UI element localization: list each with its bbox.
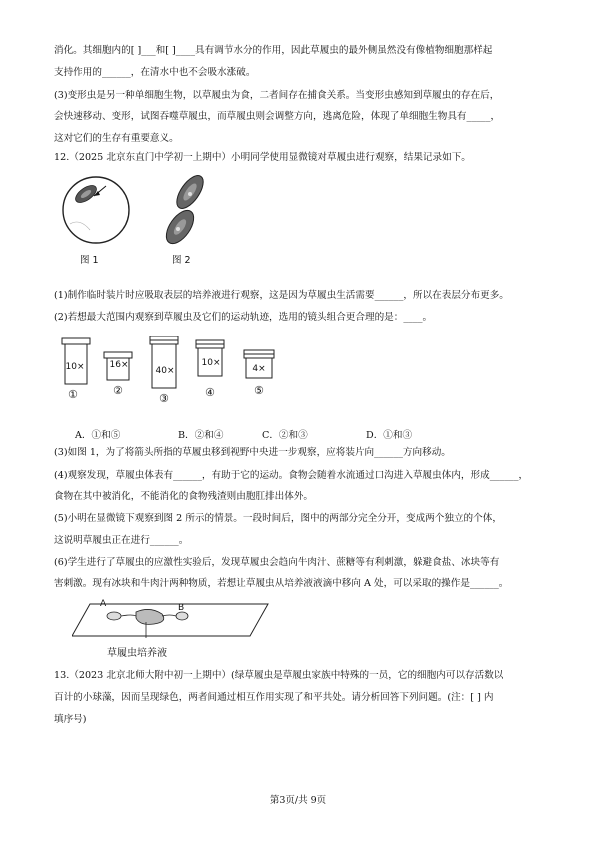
lens-4-label: 10× xyxy=(201,358,221,368)
slide-label-b: B xyxy=(178,603,185,613)
question-12-part-3: (3)如图 1，为了将箭头所指的草履虫移到视野中央进一步观察，应将装片向______方向移动。 xyxy=(54,447,451,458)
question-13-line-3: 填序号) xyxy=(54,714,87,725)
slide-label-a: A xyxy=(100,599,107,609)
lens-2-label: 16× xyxy=(109,360,129,370)
lens-3-label: 40× xyxy=(155,366,175,376)
question-12-part-6-line-1: (6)学生进行了草履虫的应激性实验后，发现草履虫会趋向牛肉汁、蔗糖等有利刺激，躲避食盐、冰块等有 xyxy=(54,557,500,568)
lens-5-label: 4× xyxy=(252,364,266,374)
question-13-line-2: 百计的小球藻，因而呈现绿色，两者间通过相互作用实现了和平共处。请分析回答下列问题。(注：[ ] 内 xyxy=(54,692,494,703)
lens-4-number: ④ xyxy=(205,386,215,399)
option-d[interactable]: D．①和③ xyxy=(366,430,413,441)
page-footer: 第3页/共 9页 xyxy=(269,795,327,806)
figure-2-dividing-paramecium xyxy=(160,172,210,252)
figure-1-field-of-view xyxy=(60,172,132,248)
lens-1-shape xyxy=(62,338,90,384)
text-line: 消化。其细胞内的[ ]___和[ ]____具有调节水分的作用，因此草履虫的最外侧虽然没有像植物细胞那样起 xyxy=(54,45,493,56)
question-12-part-6-line-2: 害刺激。现有冰块和牛肉汁两种物质，若想让草履虫从培养液液滴中移向 A 处，可以采取的操作是______。 xyxy=(54,578,509,589)
question-12-part-5-line-2: 这说明草履虫正在进行______。 xyxy=(54,535,189,546)
text-line: 会快速移动、变形，试图吞噬草履虫，而草履虫则会调整方向，逃离危险，体现了单细胞生物具有_____， xyxy=(54,111,501,122)
lens-2-number: ② xyxy=(113,384,123,397)
option-c[interactable]: C．②和③ xyxy=(262,430,308,441)
figure-1-caption: 图 1 xyxy=(80,255,99,266)
question-12-heading: 12.（2025 北京东直门中学初一上期中）小明同学使用显微镜对草履虫进行观察，结果记录如下。 xyxy=(54,152,471,163)
figure-2-caption: 图 2 xyxy=(172,255,191,266)
question-12-part-4-line-1: (4)观察发现，草履虫体表有______，有助于它的运动。食物会随着水流通过口沟进入草履虫体内，形成______， xyxy=(54,470,529,481)
text-line: 支持作用的______，在清水中也不会吸水涨破。 xyxy=(54,67,256,78)
question-12-part-4-line-2: 食物在其中被消化，不能消化的食物残渣则由胞肛排出体外。 xyxy=(54,491,314,502)
lens-1-label: 10× xyxy=(65,362,85,372)
text-line: (3)变形虫是另一种单细胞生物，以草履虫为食，二者间存在捕食关系。当变形虫感知到草履虫的存在后， xyxy=(54,90,500,101)
lens-3-number: ③ xyxy=(159,392,169,405)
slide-caption: 草履虫培养液 xyxy=(107,648,167,659)
lens-5-number: ⑤ xyxy=(254,384,264,397)
lens-3-shape xyxy=(150,336,178,388)
question-12-part-1: (1)制作临时装片时应吸取表层的培养液进行观察，这是因为草履虫生活需要______，所以在表层分布更多。 xyxy=(54,290,509,301)
lens-1-number: ① xyxy=(68,388,78,401)
option-b[interactable]: B．②和④ xyxy=(178,430,224,441)
question-12-part-2: (2)若想最大范围内观察到草履虫及它们的运动轨迹，选用的镜头组合更合理的是：____。 xyxy=(54,312,433,323)
text-line: 这对它们的生存有重要意义。 xyxy=(54,133,179,144)
option-a[interactable]: A．①和⑤ xyxy=(75,430,121,441)
question-13-line-1: 13.（2023 北京北师大附中初一上期中）(绿草履虫是草履虫家族中特殊的一员，它的细胞内可以存活数以 xyxy=(54,670,504,681)
question-12-part-5-line-1: (5)小明在显微镜下观察到图 2 所示的情景。一段时间后，图中的两部分完全分开，变成两个独立的个体， xyxy=(54,513,502,524)
